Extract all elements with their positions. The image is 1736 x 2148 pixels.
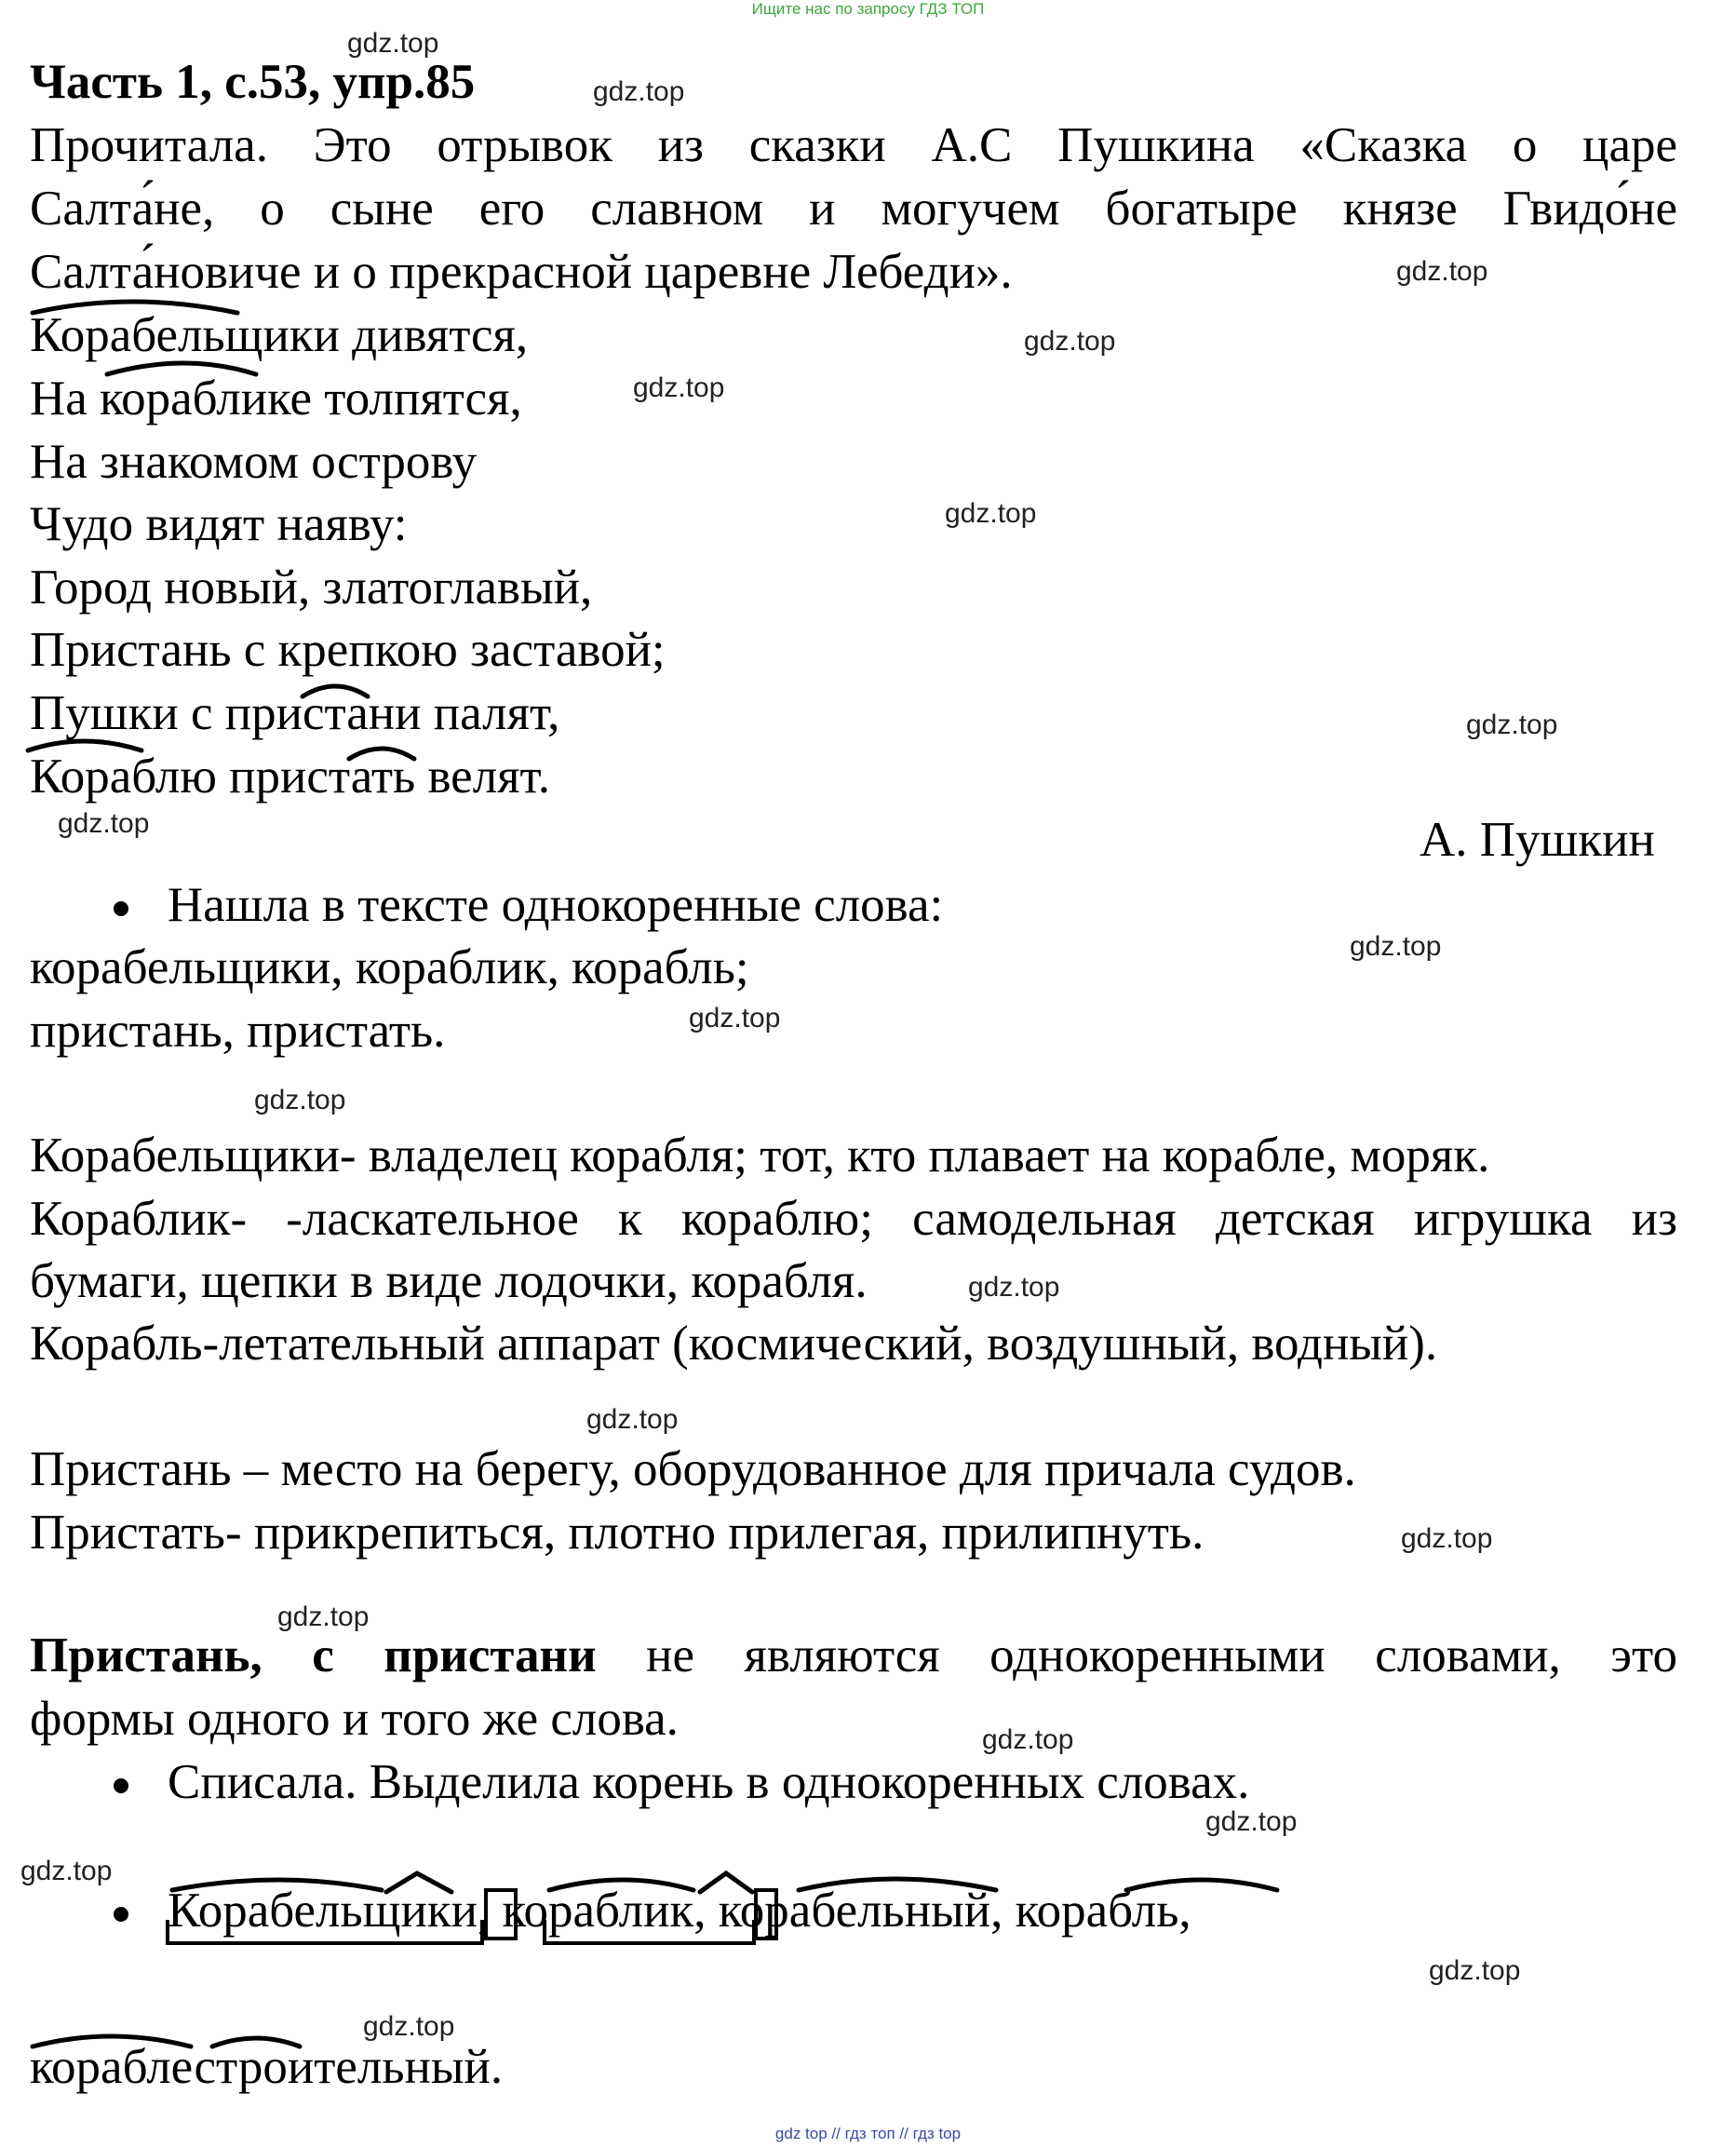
watermark: gdz.top [1429,1955,1521,1986]
watermark: gdz.top [58,808,150,839]
intro-line-1: Прочитала. Это отрывок из сказки А.С Пушкина «Сказка о царе [30,118,1677,172]
found-words-line-2: пристань, пристать. [30,1004,446,1058]
watermark: gdz.top [633,372,725,403]
copied-bullet-text: Списала. Выделила корень в однокоренных словах. [168,1755,1250,1809]
watermark: gdz.top [968,1272,1060,1303]
watermark: gdz.top [1466,709,1558,740]
found-bullet-text: Нашла в тексте однокоренные слова: [168,878,944,932]
watermark: gdz.top [1396,256,1488,287]
watermark: gdz.top [347,28,439,59]
watermark: gdz.top [593,76,685,107]
note-line-2: формы одного и того же слова. [30,1692,679,1746]
poem-line-7: Пушки с пристани палят, [30,686,560,740]
watermark: gdz.top [1350,931,1442,962]
definition-line-4: Корабль-летательный аппарат (космический, воздушный, водный). [30,1317,1438,1371]
final-word-1: Корабельщики [168,1884,478,1938]
watermark: gdz.top [586,1404,679,1435]
top-banner: Ищите нас по запросу ГДЗ ТОП [751,0,985,18]
poem-line-3: На знакомом острову [30,435,478,489]
bullet-icon [114,1778,128,1793]
definition-line-6: Пристать- прикрепиться, плотно прилегая, прилипнуть. [30,1506,1204,1560]
poem-line-2: На кораблике толпятся, [30,372,522,426]
poem-line-4: Чудо видят наяву: [30,497,408,551]
watermark: gdz.top [277,1601,370,1632]
watermark: gdz.top [363,2011,455,2042]
found-words-line-1: корабельщики, кораблик, корабль; [30,940,749,994]
note-bold: Пристань, с пристани [30,1628,597,1682]
final-line-2: кораблестроительный. [30,2040,504,2094]
final-line-1: Корабельщики, кораблик, корабельный, корабль, [168,1884,1191,1938]
poem-line-8: Кораблю пристать велят. [30,750,550,804]
watermark: gdz.top [20,1856,113,1886]
watermark: gdz.top [1024,326,1116,357]
watermark: gdz.top [1401,1523,1493,1554]
definition-line-1: Корабельщики- владелец корабля; тот, кто плавает на корабле, моряк. [30,1128,1490,1182]
note-rest: не являются однокоренными словами, это [596,1628,1677,1682]
bottom-banner: gdz top // гдз топ // гдз top [774,2125,962,2142]
final-word-2: кораблик [502,1884,694,1938]
poem-line-5: Город новый, златоглавый, [30,561,593,615]
bullet-icon [114,901,128,916]
watermark: gdz.top [689,1003,781,1033]
page-title: Часть 1, с.53, упр.85 [30,55,476,109]
bullet-icon [114,1907,128,1922]
poem-line-6: Пристань с крепкою заставой; [30,623,666,677]
intro-line-3: Салта́новиче и о прекрасной царевне Лебеди». [30,245,1013,299]
definition-line-5: Пристань – место на берегу, оборудованное для причала судов. [30,1442,1356,1496]
watermark: gdz.top [254,1085,346,1115]
poem-line-1: Корабельщики дивятся, [30,308,529,362]
intro-line-2: Салта́не, о сыне его славном и могучем богатыре князе Гвидо́не [30,182,1677,236]
note-line-1 [30,1628,1677,1682]
definition-line-3: бумаги, щепки в виде лодочки, корабля. [30,1254,868,1308]
final-tail: , корабельный, корабль, [693,1884,1191,1938]
definition-line-2: Кораблик- -ласкательное к кораблю; самодельная детская игрушка из [30,1192,1677,1246]
watermark: gdz.top [982,1724,1074,1755]
watermark: gdz.top [1205,1806,1298,1837]
poem-author: А. Пушкин [1420,813,1655,867]
watermark: gdz.top [945,498,1037,529]
